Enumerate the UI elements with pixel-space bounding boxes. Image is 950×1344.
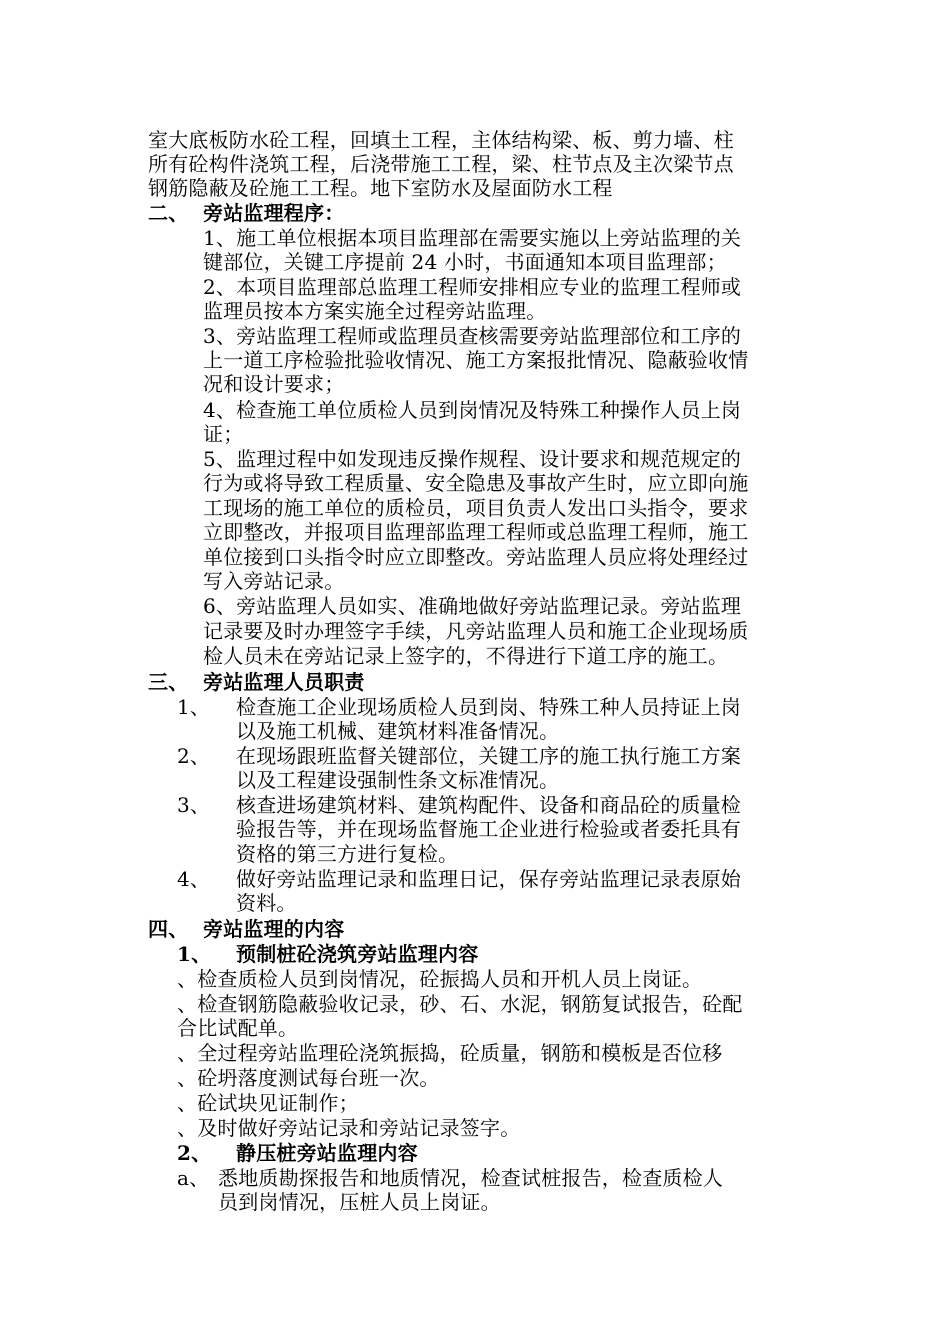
section-3-item-line: 资格的第三方进行复检。	[236, 842, 459, 866]
section-3-item-number: 1、	[177, 695, 211, 719]
section-2-line: 工现场的施工单位的质检员，项目负责人发出口头指令，要求	[203, 496, 749, 520]
section-2-line: 监理员按本方案实施全过程旁站监理。	[203, 299, 547, 323]
intro-line: 钢筋隐蔽及砼施工工程。地下室防水及屋面防水工程	[148, 176, 613, 200]
section-3-item-line: 检查施工企业现场质检人员到岗、特殊工种人员持证上岗	[236, 695, 741, 719]
section-4-heading: 旁站监理的内容	[203, 917, 345, 941]
section-3-item-number: 4、	[177, 867, 211, 891]
subsection-1-line: 、全过程旁站监理砼浇筑振捣，砼质量，钢筋和模板是否位移	[177, 1041, 723, 1065]
section-3-number: 三、	[148, 670, 189, 694]
section-2-heading: 旁站监理程序：	[203, 201, 345, 225]
section-2-line: 6、旁站监理人员如实、准确地做好旁站监理记录。旁站监理	[203, 594, 742, 618]
section-2-number: 二、	[148, 201, 189, 225]
section-2-line: 2、本项目监理部总监理工程师安排相应专业的监理工程师或	[203, 275, 742, 299]
subsection-1-number: 1、	[177, 942, 212, 966]
subsection-2-number: 2、	[177, 1141, 212, 1165]
section-3-item-line: 在现场跟班监督关键部位，关键工序的施工执行施工方案	[236, 744, 741, 768]
section-2-line: 证；	[203, 422, 244, 446]
subsection-1-line: 、砼坍落度测试每台班一次。	[177, 1066, 440, 1090]
section-2-line: 5、监理过程中如发现违反操作规程、设计要求和规范规定的	[203, 447, 742, 471]
section-3-item-line: 做好旁站监理记录和监理日记，保存旁站监理记录表原始	[236, 867, 741, 891]
section-3-item-line: 资料。	[236, 891, 297, 915]
section-2-line: 1、施工单位根据本项目监理部在需要实施以上旁站监理的关	[203, 226, 742, 250]
subsection-1-line: 、及时做好旁站记录和旁站记录签字。	[177, 1116, 521, 1140]
section-2-line: 行为或将导致工程质量、安全隐患及事故产生时，应立即向施	[203, 471, 749, 495]
section-2-line: 4、检查施工单位质检人员到岗情况及特殊工种操作人员上岗	[203, 398, 742, 422]
section-3-item-line: 核查进场建筑材料、建筑构配件、设备和商品砼的质量检	[236, 793, 741, 817]
section-2-line: 记录要及时办理签字手续，凡旁站监理人员和施工企业现场质	[203, 619, 749, 643]
section-2-line: 立即整改，并报项目监理部监理工程师或总监理工程师，施工	[203, 520, 749, 544]
section-2-line: 检人员未在旁站记录上签字的，不得进行下道工序的施工。	[203, 644, 729, 668]
section-2-line: 上一道工序检验批验收情况、施工方案报批情况、隐蔽验收情	[203, 348, 749, 372]
subsection-1-line: 合比试配单。	[177, 1016, 299, 1040]
section-3-heading: 旁站监理人员职责	[203, 670, 365, 694]
section-4-number: 四、	[148, 917, 189, 941]
subsection-1-line: 、检查钢筋隐蔽验收记录，砂、石、水泥，钢筋复试报告，砼配	[177, 992, 743, 1016]
section-2-line: 键部位，关键工序提前 24 小时，书面通知本项目监理部；	[203, 250, 727, 274]
subsection-1-line: 、砼试块见证制作；	[177, 1091, 359, 1115]
subsection-2-item-number: a、	[177, 1166, 210, 1190]
section-3-item-number: 3、	[177, 793, 211, 817]
subsection-2-heading: 静压桩旁站监理内容	[236, 1141, 418, 1165]
subsection-2-item-line: 悉地质勘探报告和地质情况，检查试桩报告，检查质检人	[218, 1166, 723, 1190]
section-2-line: 3、旁站监理工程师或监理员查核需要旁站监理部位和工序的	[203, 324, 742, 348]
section-2-line: 单位接到口头指令时应立即整改。旁站监理人员应将处理经过	[203, 545, 749, 569]
intro-line: 室大底板防水砼工程，回填土工程，主体结构梁、板、剪力墙、柱	[148, 128, 734, 152]
section-3-item-line: 以及施工机械、建筑材料准备情况。	[236, 719, 560, 743]
intro-line: 所有砼构件浇筑工程，后浇带施工工程，梁、柱节点及主次梁节点	[148, 152, 734, 176]
section-2-line: 况和设计要求；	[203, 372, 345, 396]
subsection-1-line: 、检查质检人员到岗情况，砼振捣人员和开机人员上岗证。	[177, 967, 703, 991]
subsection-1-heading: 预制桩砼浇筑旁站监理内容	[236, 942, 479, 966]
section-3-item-line: 以及工程建设强制性条文标准情况。	[236, 768, 560, 792]
section-3-item-line: 验报告等，并在现场监督施工企业进行检验或者委托具有	[236, 817, 741, 841]
subsection-2-item-line: 员到岗情况，压桩人员上岗证。	[218, 1190, 501, 1214]
section-3-item-number: 2、	[177, 744, 211, 768]
section-2-line: 写入旁站记录。	[203, 569, 345, 593]
